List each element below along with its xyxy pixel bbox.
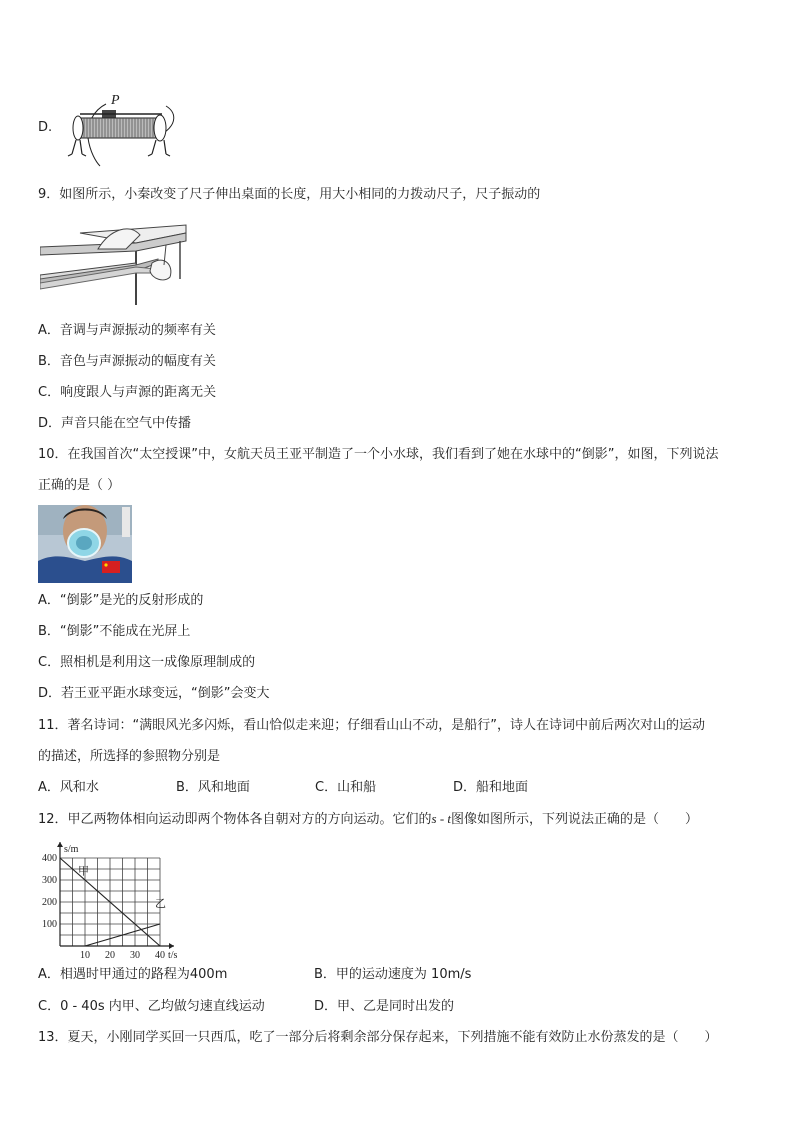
- q12-option-d: D．甲、乙是同时出发的: [314, 999, 455, 1014]
- q8-option-d-label: D.: [38, 120, 53, 135]
- q12-options-row1: [38, 966, 638, 984]
- q10-option-a: A．“倒影”是光的反射形成的: [38, 593, 204, 608]
- q11-options: [38, 779, 638, 797]
- q11-stem-line2: 的描述，所选择的参照物分别是: [38, 749, 221, 764]
- rheostat-slider-label: P: [111, 93, 120, 108]
- q12-option-c: C．0 - 40s 内甲、乙均做匀速直线运动: [38, 999, 265, 1014]
- x-tick-label: 10: [80, 950, 90, 960]
- q11-option-c: C．山和船: [315, 780, 377, 795]
- q10-stem-line1: 10．在我国首次“太空授课”中，女航天员王亚平制造了一个小水球，我们看到了她在水球中的“倒影”，如图，下列说法: [38, 447, 719, 462]
- y-tick-label: 400: [42, 853, 57, 864]
- q12-options-row2: [38, 998, 638, 1016]
- water-ball-photo: [38, 505, 132, 583]
- q11-option-b: B．风和地面: [176, 780, 250, 795]
- x-tick-label: 40: [155, 950, 165, 960]
- q10-option-c: C．照相机是利用这一成像原理制成的: [38, 655, 256, 670]
- ruler-on-table-figure: [40, 219, 188, 305]
- q9-option-d: D．声音只能在空气中传播: [38, 416, 192, 431]
- q12-stem-part2: 图像如图所示，下列说法正确的是（ ）: [451, 812, 699, 827]
- y-tick-label: 300: [42, 875, 57, 886]
- q12-stem-st: s - t: [431, 811, 452, 826]
- q10-option-b: B．“倒影”不能成在光屏上: [38, 624, 191, 639]
- q11-option-d: D．船和地面: [453, 780, 529, 795]
- q9-stem: 9．如图所示，小秦改变了尺子伸出桌面的长度，用大小相同的力拨动尺子，尺子振动的: [38, 187, 541, 202]
- y-axis-arrow: [57, 842, 63, 847]
- y-tick-label: 200: [42, 897, 57, 908]
- q11-stem-line1: 11．著名诗词：“满眼风光多闪烁，看山恰似走来迎；仔细看山山不动，是船行”，诗人在诗词中前后两次对山的运动: [38, 718, 706, 733]
- q12-stem: [38, 810, 698, 829]
- q12-stem-part1: 12．甲乙两物体相向运动即两个物体各自朝对方的方向运动。它们的: [38, 812, 432, 827]
- q12-option-b: B．甲的运动速度为 10m/s: [314, 967, 472, 982]
- q10-option-d: D．若王亚平距水球变远，“倒影”会变大: [38, 686, 270, 701]
- st-graph: [36, 838, 186, 960]
- series-label: 甲: [78, 864, 89, 878]
- q9-option-c: C．响度跟人与声源的距离无关: [38, 385, 217, 400]
- q9-option-a: A．音调与声源振动的频率有关: [38, 323, 216, 338]
- q13-stem: 13．夏天，小刚同学买回一只西瓜，吃了一部分后将剩余部分保存起来，下列措施不能有效防止水份蒸发的是（ ）: [38, 1030, 718, 1045]
- x-tick-label: 20: [105, 950, 115, 960]
- series-label: 乙: [155, 896, 166, 910]
- q9-option-b: B．音色与声源振动的幅度有关: [38, 354, 216, 369]
- q10-stem-line2: 正确的是（ ）: [38, 478, 121, 493]
- x-tick-label: 30: [130, 950, 140, 960]
- x-axis-label: t/s: [168, 950, 178, 960]
- x-axis-arrow: [169, 943, 174, 949]
- y-tick-label: 100: [42, 919, 57, 930]
- q11-option-a: A．风和水: [38, 780, 99, 795]
- rheostat-figure: [66, 90, 182, 168]
- y-axis-label: s/m: [64, 844, 79, 855]
- q12-option-a: A．相遇时甲通过的路程为400m: [38, 967, 228, 982]
